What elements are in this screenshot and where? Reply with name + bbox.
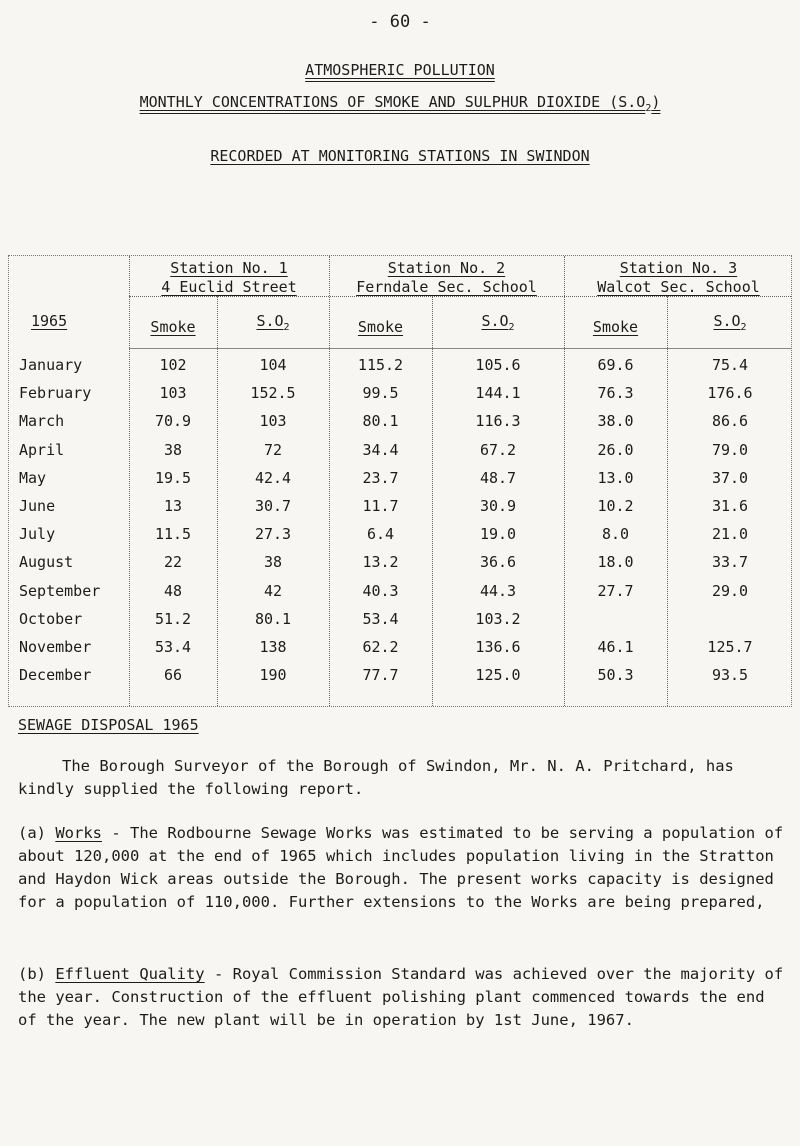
page-title-text: ATMOSPHERIC POLLUTION bbox=[305, 61, 495, 79]
table-cell: 53.4 bbox=[362, 609, 399, 628]
table-divider bbox=[129, 348, 791, 349]
table-cell: 51.2 bbox=[154, 609, 192, 628]
table-cell: 42 bbox=[263, 581, 283, 600]
table-cell: 11.5 bbox=[154, 525, 192, 544]
table-cell: 37.0 bbox=[711, 468, 749, 487]
table-cell: 36.6 bbox=[479, 553, 517, 572]
table-cell: 77.7 bbox=[362, 666, 399, 685]
table-cell: 80.1 bbox=[362, 412, 399, 431]
table-cell: 103 bbox=[159, 384, 187, 403]
table-cell: 22 bbox=[163, 553, 183, 572]
table-cell: 6.4 bbox=[366, 525, 395, 544]
table-cell: 19.0 bbox=[479, 525, 517, 544]
subtitle-end: ) bbox=[651, 93, 661, 111]
page-title bbox=[0, 61, 800, 79]
table-cell: 23.7 bbox=[362, 468, 399, 487]
table-cell: 13.0 bbox=[597, 468, 634, 487]
table-cell: 18.0 bbox=[597, 553, 634, 572]
table-cell: 99.5 bbox=[362, 384, 399, 403]
table-cell: 176.6 bbox=[707, 384, 753, 403]
col-so2-3: $S.O_2$ bbox=[713, 312, 747, 333]
table-cell: 66 bbox=[163, 666, 183, 685]
station-2-name: Station No. 2 bbox=[387, 259, 506, 277]
table-cell: 48.7 bbox=[479, 468, 517, 487]
table-cell: 40.3 bbox=[362, 581, 399, 600]
station-1-name: Station No. 1 bbox=[170, 259, 288, 277]
col-so2-2: $S.O_2$ bbox=[481, 312, 515, 333]
station-1-address: 4 Euclid Street bbox=[161, 278, 297, 296]
table-cell: 144.1 bbox=[475, 384, 521, 403]
col-smoke-2: Smoke bbox=[357, 318, 404, 336]
table-cell: 34.4 bbox=[362, 440, 399, 459]
row-month: April bbox=[19, 440, 65, 459]
table-cell: 190 bbox=[259, 666, 287, 685]
table-cell: 50.3 bbox=[597, 666, 634, 685]
table-cell: 76.3 bbox=[597, 384, 634, 403]
table-cell: 103.2 bbox=[475, 609, 521, 628]
table-cell: 70.9 bbox=[154, 412, 192, 431]
col-so2-1: $S.O_2$ bbox=[256, 312, 290, 333]
station-2-header bbox=[329, 259, 564, 297]
works-label: Works bbox=[55, 824, 102, 842]
table-cell: 27.3 bbox=[254, 525, 292, 544]
row-month: November bbox=[19, 638, 92, 656]
row-month: December bbox=[19, 666, 92, 685]
page-number: - 60 - bbox=[369, 12, 431, 32]
table-cell: 72 bbox=[263, 440, 283, 459]
row-month: May bbox=[19, 468, 47, 487]
table-cell: 86.6 bbox=[711, 412, 749, 431]
table-cell: 19.5 bbox=[154, 468, 192, 487]
row-month: July bbox=[19, 525, 56, 544]
table-cell: 11.7 bbox=[362, 497, 399, 515]
pollution-table bbox=[8, 255, 792, 707]
station-3-header bbox=[564, 259, 793, 297]
table-cell: 44.3 bbox=[479, 581, 517, 600]
table-cell: 53.4 bbox=[154, 638, 192, 656]
col-smoke-1: Smoke bbox=[150, 318, 196, 336]
table-cell: 10.2 bbox=[597, 497, 634, 515]
table-cell: 42.4 bbox=[254, 468, 292, 487]
table-cell: 48 bbox=[163, 581, 183, 600]
sewage-intro: The Borough Surveyor of the Borough of Swindon, Mr. N. A. Pritchard, has kindly supplied the following report. bbox=[18, 757, 734, 798]
table-cell: 38 bbox=[263, 553, 283, 572]
row-month: March bbox=[19, 412, 65, 431]
table-cell: 31.6 bbox=[711, 497, 749, 515]
table-cell: 67.2 bbox=[479, 440, 517, 459]
table-cell: 116.3 bbox=[475, 412, 521, 431]
table-cell: 30.9 bbox=[479, 497, 517, 515]
subtitle bbox=[0, 93, 800, 114]
year-label: 1965 bbox=[31, 312, 68, 330]
sewage-effluent-paragraph: (b) Effluent Quality - Royal Commission Standard was achieved over the majority of the year. Construction of the effluent polishing plant commenced towards the end of the year. The new plant will be in operation by 1st June, 1967. bbox=[18, 965, 784, 1029]
table-cell: 21.0 bbox=[711, 525, 749, 544]
station-3-address: Walcot Sec. School bbox=[597, 278, 760, 296]
subtitle-subscript: 2 bbox=[645, 103, 652, 114]
station-3-name: Station No. 3 bbox=[619, 259, 738, 277]
table-cell: 38 bbox=[163, 440, 183, 459]
table-cell: 136.6 bbox=[475, 638, 521, 656]
table-cell: 33.7 bbox=[711, 553, 749, 572]
row-month: February bbox=[19, 384, 92, 403]
row-month: August bbox=[19, 553, 74, 572]
table-cell: 26.0 bbox=[597, 440, 634, 459]
table-cell: 125.0 bbox=[475, 666, 521, 685]
table-cell: 93.5 bbox=[711, 666, 749, 685]
recorded-heading bbox=[0, 147, 800, 165]
table-cell: 13.2 bbox=[362, 553, 399, 572]
table-cell: 8.0 bbox=[601, 525, 630, 544]
table-cell: 13 bbox=[163, 497, 183, 515]
row-month: June bbox=[19, 497, 56, 515]
col-smoke-3: Smoke bbox=[592, 318, 639, 336]
table-cell: 69.6 bbox=[597, 356, 634, 374]
table-cell: 138 bbox=[259, 638, 287, 656]
recorded-text: RECORDED AT MONITORING STATIONS IN SWINDON bbox=[210, 147, 590, 165]
table-cell: 102 bbox=[159, 356, 187, 374]
subtitle-text: MONTHLY CONCENTRATIONS OF SMOKE AND SULPHUR DIOXIDE (S.O bbox=[139, 93, 646, 111]
table-cell: 30.7 bbox=[254, 497, 292, 515]
row-month: September bbox=[19, 581, 101, 600]
table-cell: 46.1 bbox=[597, 638, 634, 656]
station-1-header bbox=[129, 259, 329, 297]
table-cell: 75.4 bbox=[711, 356, 749, 374]
table-cell: 115.2 bbox=[357, 356, 404, 374]
table-cell: 29.0 bbox=[711, 581, 749, 600]
table-cell: 103 bbox=[259, 412, 287, 431]
table-cell: 105.6 bbox=[475, 356, 521, 374]
sewage-works-paragraph: (a) Works - The Rodbourne Sewage Works was estimated to be serving a population of about 120,000 at the end of 1965 which includes population living in the Stratton and Haydon Wick areas outside the Borough. The present works capacity is designed for a population of 110,000. Further extensions to the Works are being prepared, bbox=[18, 824, 784, 911]
sewage-heading: SEWAGE DISPOSAL 1965 bbox=[18, 716, 199, 734]
table-cell: 80.1 bbox=[254, 609, 292, 628]
table-cell: 104 bbox=[259, 356, 287, 374]
effluent-quality-label: Effluent Quality bbox=[55, 965, 205, 983]
table-cell: 62.2 bbox=[362, 638, 399, 656]
table-cell: 38.0 bbox=[597, 412, 634, 431]
row-month: January bbox=[19, 356, 83, 374]
row-month: October bbox=[19, 609, 83, 628]
table-cell: 27.7 bbox=[597, 581, 634, 600]
table-cell: 152.5 bbox=[250, 384, 296, 403]
table-cell: 125.7 bbox=[707, 638, 753, 656]
table-cell: 79.0 bbox=[711, 440, 749, 459]
station-2-address: Ferndale Sec. School bbox=[356, 278, 537, 296]
